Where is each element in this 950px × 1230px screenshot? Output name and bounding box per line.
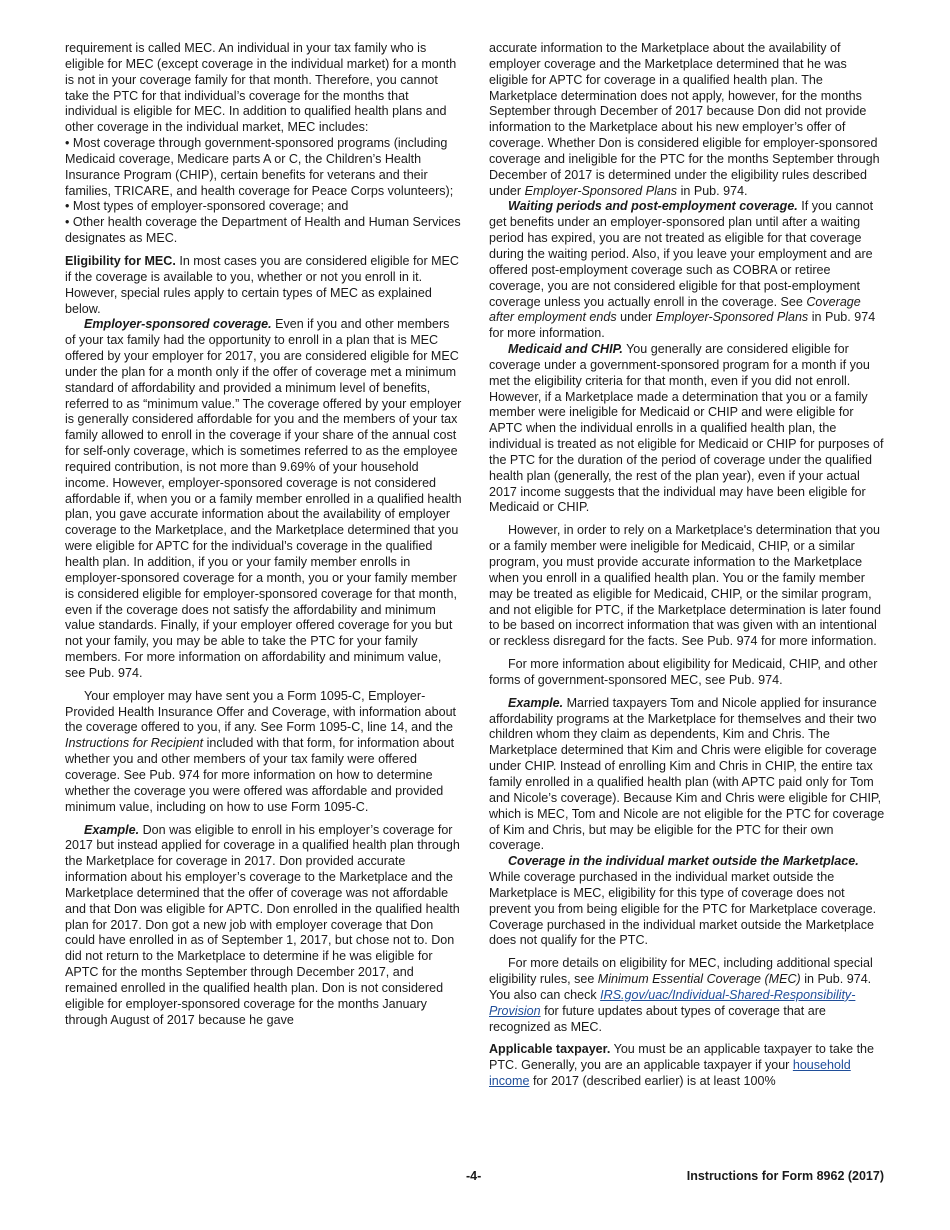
run-in-heading: Example. <box>84 822 140 837</box>
irs-link[interactable]: IRS.gov/uac/Individual-Shared-Responsibility-Provision <box>489 987 856 1018</box>
paragraph: Coverage in the individual market outside the Marketplace. While coverage purchased in the individual market outside the Marketplace is MEC, eligibility for this type of coverage does not prevent you from being eligible for the PTC for Marketplace coverage. Coverage purchased in the individual market outside the Marketplace does not qualify for the PTC. <box>489 854 877 948</box>
paragraph: Eligibility for MEC. In most cases you are considered eligible for MEC if the coverage is available to you, whether or not you enroll in it. However, special rules apply to certain types of MEC as explained below. <box>65 253 459 316</box>
paragraph: However, in order to rely on a Marketplace's determination that you or a family member were ineligible for Medicaid, CHIP, or a similar program, you must provide accurate information to the Marketplace when you enroll in a qualified health plan. You or the family member may be treated as eligible for Medicaid, CHIP, or the similar program, and not eligible for PTC, if the Marketplace determination is later found to be based on incorrect information that was given with an intentional or reckless disregard for the facts. See Pub. 974 for more information. <box>489 523 881 649</box>
run-in-heading: Employer-sponsored coverage. <box>84 317 272 332</box>
section-heading: Applicable taxpayer. <box>489 1042 611 1057</box>
left-column <box>65 41 463 1028</box>
section-heading: Eligibility for MEC. <box>65 253 176 268</box>
paragraph: Applicable taxpayer. You must be an applicable taxpayer to take the PTC. Generally, you are an applicable taxpayer if your household income for 2017 (described earlier) is at least 100% <box>489 1042 875 1089</box>
paragraph: Employer-sponsored coverage. Even if you and other members of your tax family had the opportunity to enroll in a plan that is MEC offered by your employer for 2017, you are considered eligible for MEC under the plan for a month only if the offer of coverage met a minimum standard of affordability and provided a minimum level of benefits, referred to as “minimum value.” The coverage offered by your employer is generally considered affordable for you and the members of your tax family allowed to enroll in the coverage if your share of the annual cost for self-only coverage, which is sometimes referred to as the employee required contribution, is not more than 9.69% of your household income. However, employer-sponsored coverage is not considered affordable if, when you or a family member enrolled in a qualified health plan, you gave accurate information about the availability of employer coverage to the Marketplace, and the Marketplace determined that you were eligible for APTC for the individual’s coverage in the qualified health plan. In addition, if you or your family member enrolls in employer-sponsored coverage for a month, you or your family member is considered eligible for employer-sponsored coverage for that month, even if the coverage does not satisfy the affordability and minimum value standards. Finally, if your employer offered coverage for you but not your family, you may be able to take the PTC for your family members. For more information on affordability and minimum value, see Pub. 974. <box>65 317 462 680</box>
paragraph: For more details on eligibility for MEC, including additional special eligibility rules, see Minimum Essential Coverage (MEC) in Pub. 974. You also can check IRS.gov/uac/Individual-Shared-Responsibility-Provision for future updates about types of coverage that are recognized as MEC. <box>489 956 873 1034</box>
run-in-heading: Medicaid and CHIP. <box>508 342 623 357</box>
paragraph: For more information about eligibility for Medicaid, CHIP, and other forms of government-sponsored MEC, see Pub. 974. <box>489 657 878 687</box>
page-number: -4- <box>466 1169 482 1183</box>
paragraph: requirement is called MEC. An individual in your tax family who is eligible for MEC (except coverage in the individual market) for a month is not in your coverage family for that month. Therefore, you cannot take the PTC for that individual’s coverage for the months that individual is eligible for MEC. In addition to qualified health plans and other coverage in the individual market, MEC includes: <box>65 41 457 135</box>
bullet-item: • Most coverage through government-sponsored programs (including Medicaid coverage, Medicare parts A or C, the Children’s Health Insurance Program (CHIP), certain benefits for veterans and their families, TRICARE, and health coverage for Peace Corps volunteers); <box>65 136 454 198</box>
run-in-heading: Coverage in the individual market outside the Marketplace. <box>508 854 859 869</box>
bullet-item: • Most types of employer-sponsored coverage; and <box>65 199 349 214</box>
household-income-link[interactable]: household income <box>489 1058 851 1089</box>
paragraph: accurate information to the Marketplace about the availability of employer coverage and the Marketplace determined that he was eligible for APTC for coverage in a qualified health plan. The Marketplace determination does not apply, however, for the months September through December of 2017 because Don did not provide information to the Marketplace about his new employer’s offer of coverage. Whether Don is considered eligible for employer-sponsored coverage and ineligible for the PTC for the months September through December of 2017 is determined under the eligibility rules described under Employer-Sponsored Plans in Pub. 974. <box>489 41 880 198</box>
paragraph: Medicaid and CHIP. You generally are considered eligible for coverage under a government-sponsored program for a month if you met the eligibility criteria for that month, even if you did not enroll. However, if a Marketplace made a determination that you or a family member were ineligible for Medicaid or CHIP and were eligible for APTC when the individual enrolls in a qualified health plan, the individual is treated as not eligible for Medicaid or CHIP for purposes of the PTC for the duration of the period of coverage under the qualified health plan (generally, the rest of the plan year), even if your actual 2017 income suggests that the individual may have been eligible for Medicaid or CHIP. <box>489 342 884 515</box>
paragraph: Your employer may have sent you a Form 1095-C, Employer-Provided Health Insurance Offer and Coverage, with information about the coverage offered to you, if any. See Form 1095-C, line 14, and the Instructions for Recipient included with that form, for information about whether you and other members of your tax family were offered coverage. See Pub. 974 for more information on how to determine whether the coverage you were offered was affordable and provided minimum value, including on how to use Form 1095-C. <box>65 688 457 814</box>
run-in-heading: Example. <box>508 695 564 710</box>
paragraph: Example. Married taxpayers Tom and Nicole applied for insurance affordability programs at the Marketplace for themselves and their two children whom they claim as dependents, Kim and Chris. The Marketplace determined that Kim and Chris were eligible for coverage under CHIP. Instead of enrolling Kim and Chris in CHIP, the entire tax family enrolled in a qualified health plan (with APTC paid only for Tom and Nicole’s coverage). Because Kim and Chris were eligible for CHIP, which is MEC, Tom and Nicole are not eligible for the PTC for coverage of Kim and Chris, but may be eligible for the PTC for their own coverage. <box>489 695 885 853</box>
right-column <box>489 41 887 1090</box>
paragraph: Example. Don was eligible to enroll in his employer’s coverage for 2017 but instead applied for coverage in a qualified health plan through the Marketplace for coverage in 2017. Don provided accurate information about his employer’s coverage to the Marketplace and the Marketplace determined that the offer of coverage was not affordable and that Don was eligible for APTC. Don enrolled in the qualified health plan for 2017. Don got a new job with employer coverage that Don could have enrolled in as of September 1, 2017, but chose not to. Don did not return to the Marketplace to determine if he was eligible for APTC for the months September through December 2017, and remained enrolled in the qualified health plan. Don is not considered eligible for employer-sponsored coverage for the months January through August of 2017 because he gave <box>65 822 460 1027</box>
footer-title: Instructions for Form 8962 (2017) <box>686 1169 884 1183</box>
run-in-heading: Waiting periods and post-employment coverage. <box>508 199 798 214</box>
paragraph: Waiting periods and post-employment coverage. If you cannot get benefits under an employer-sponsored plan until after a waiting period has expired, you are not treated as eligible for that coverage during the waiting period. Also, if you leave your employment and are offered post-employment coverage such as COBRA or retiree coverage, you are not considered eligible for that post-employment coverage unless you actually enroll in the coverage. See Coverage after employment ends under Employer-Sponsored Plans in Pub. 974 for more information. <box>489 199 876 341</box>
bullet-item: • Other health coverage the Department of Health and Human Services designates as MEC. <box>65 215 461 246</box>
